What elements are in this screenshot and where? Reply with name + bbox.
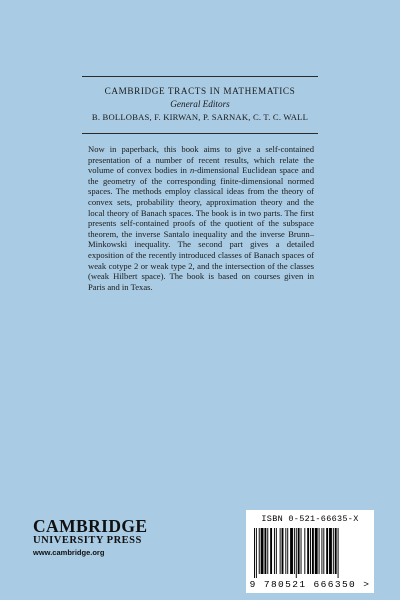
barcode-bar [282,528,284,574]
barcode-bar [280,528,281,574]
barcode-image [252,528,368,578]
barcode-bar [304,528,305,574]
top-rule [82,76,318,77]
barcode-bar [312,528,314,574]
barcode-bar [307,528,309,574]
description-text-1: Now in paperback, this book aims to give a self-contained presentation of a number of recent results, which relate the volume of convex bodies in [88,144,314,176]
series-subtitle: General Editors [170,99,230,109]
barcode-bar [294,528,295,574]
barcode-bar [329,528,332,574]
barcode-bar [319,528,320,574]
barcode-bar [310,528,311,574]
barcode-bar [267,528,268,574]
publisher-name: CAMBRIDGE [33,516,148,536]
barcode-bar [296,528,297,578]
barcode-bar [338,528,339,578]
barcode-panel [246,510,374,593]
description-paragraph [88,144,314,292]
barcode-bar [287,528,288,574]
barcode-bar [326,528,328,574]
isbn-label: ISBN 0-521-66635-X [261,514,359,524]
description-italic-n: n [189,165,195,176]
series-header [0,84,400,124]
barcode-bar [335,528,337,574]
barcode-bar [285,528,286,574]
barcode-bar [274,528,275,574]
barcode-bar [270,528,272,574]
barcode-bar [301,528,302,574]
barcode-bar [264,528,266,574]
barcode-bar [315,528,318,574]
barcode-bar [254,528,255,578]
book-description [88,144,314,292]
barcode-bar [323,528,324,574]
barcode-bar [298,528,300,574]
barcode-bar [256,528,257,578]
barcode-bar [259,528,260,574]
barcode-bar [321,528,322,574]
barcode-bar [276,528,277,574]
description-text-2: -dimensional Euclidean space and the geometry of the corresponding finite-dimensional normed spaces. The methods employ classical ideas from the theory of convex sets, probability theory, approximation theory and the local theory of Banach spaces. The book is in two parts. The first presents self-contained proofs of the quotient of the subspace theorem, the inverse Santalo inequality and the inverse Brunn–Minkowski inequality. The second part gives a detailed exposition of the recently introduced classes of Banach spaces of weak cotype 2 or weak type 2, and the intersection of the classes (weak Hilbert space). The book is based on courses given in Paris and in Texas. [88,165,314,292]
barcode-bar [290,528,293,574]
series-editors: B. BOLLOBAS, F. KIRWAN, P. SARNAK, C. T. C. WALL [91,112,309,122]
publisher-url: www.cambridge.org [33,548,105,557]
barcode-bar [261,528,264,574]
bottom-rule [82,133,318,134]
ean-number: 9 780521 666350 > [249,579,371,590]
publisher-logo [33,517,147,558]
publisher-press: UNIVERSITY PRESS [33,535,142,546]
barcode-bar [333,528,334,574]
series-title: CAMBRIDGE TRACTS IN MATHEMATICS [104,86,296,96]
